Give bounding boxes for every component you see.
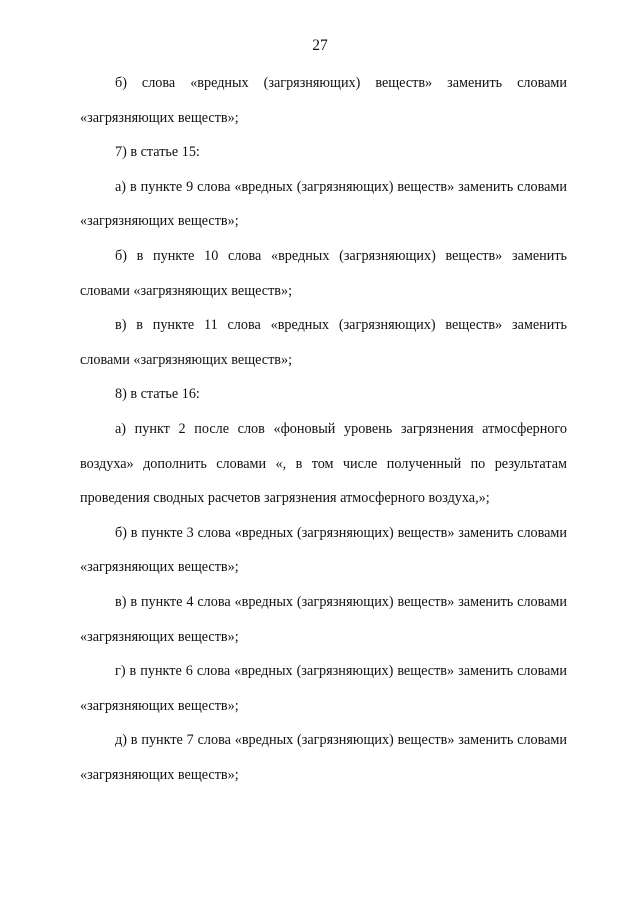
paragraph: б) в пункте 10 слова «вредных (загрязняющих) веществ» заменить словами «загрязняющих веществ»; [80,247,567,299]
document-body [80,66,567,792]
paragraph: б) слова «вредных (загрязняющих) веществ» заменить словами «загрязняющих веществ»; [80,75,567,126]
paragraph: в) в пункте 4 слова «вредных (загрязняющих) веществ» заменить словами «загрязняющих веществ»; [80,593,567,645]
paragraph: 8) в статье 16: [115,386,200,403]
paragraph: а) в пункте 9 слова «вредных (загрязняющих) веществ» заменить словами «загрязняющих веществ»; [80,178,567,230]
paragraph: г) в пункте 6 слова «вредных (загрязняющих) веществ» заменить словами «загрязняющих веществ»; [80,663,567,714]
paragraph: д) в пункте 7 слова «вредных (загрязняющих) веществ» заменить словами «загрязняющих веществ»; [80,732,567,783]
paragraph: а) пункт 2 после слов «фоновый уровень загрязнения атмосферного воздуха» дополнить словами «, в том числе полученный по результатам проведения сводных расчетов загрязнения атмосферного воздуха,»; [80,420,567,507]
paragraph: в) в пункте 11 слова «вредных (загрязняющих) веществ» заменить словами «загрязняющих веществ»; [80,317,567,368]
page-number: 27 [312,37,328,54]
paragraph: 7) в статье 15: [115,144,200,161]
paragraph: б) в пункте 3 слова «вредных (загрязняющих) веществ» заменить словами «загрязняющих веществ»; [80,524,567,576]
